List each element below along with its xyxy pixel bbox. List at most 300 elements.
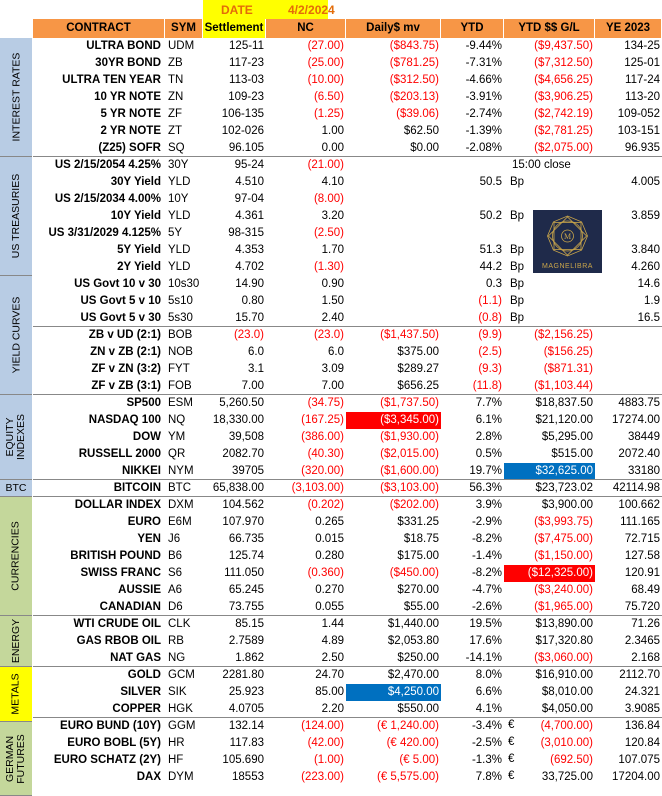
daily-mv-cell[interactable]: $250.00 — [397, 652, 439, 664]
daily-mv-cell[interactable]: (€ 5,575.00) — [376, 771, 439, 783]
ytd-cell[interactable]: (0.8) — [478, 312, 502, 324]
net-change-cell[interactable]: 0.265 — [315, 516, 344, 528]
symbol-cell[interactable]: GCM — [168, 669, 195, 681]
ye-2023-cell[interactable]: 113-20 — [625, 91, 660, 103]
daily-mv-cell[interactable]: ($450.00) — [389, 567, 439, 579]
daily-mv-cell[interactable]: ($1,600.00) — [380, 465, 439, 477]
table-row[interactable] — [33, 735, 662, 752]
ye-2023-cell[interactable]: 14.6 — [637, 278, 660, 290]
symbol-cell[interactable]: RB — [168, 635, 184, 647]
contract-name-cell[interactable]: SILVER — [120, 686, 161, 698]
settlement-cell[interactable]: 113-03 — [229, 74, 264, 86]
contract-name-cell[interactable]: EURO BOBL (5Y) — [67, 737, 161, 749]
net-change-cell[interactable]: (167.25) — [301, 414, 344, 426]
settlement-cell[interactable]: 107.970 — [222, 516, 264, 528]
contract-name-cell[interactable]: SP500 — [126, 397, 161, 409]
ytd-cell[interactable]: (11.8) — [472, 380, 502, 392]
daily-mv-cell[interactable]: ($39.06) — [396, 108, 439, 120]
ytd-gl-cell[interactable]: ($2,781.25) — [534, 125, 593, 137]
contract-name-cell[interactable]: BITCOIN — [113, 482, 161, 494]
symbol-cell[interactable]: UDM — [168, 40, 195, 52]
contract-name-cell[interactable]: (Z25) SOFR — [98, 142, 161, 154]
ytd-gl-cell[interactable]: Bp — [510, 261, 525, 273]
daily-mv-cell[interactable]: (€ 1,240.00) — [376, 720, 439, 732]
settlement-cell[interactable]: 4.510 — [235, 176, 264, 188]
ye-2023-cell[interactable]: 134-25 — [624, 40, 660, 52]
symbol-cell[interactable]: 5s10 — [168, 295, 193, 307]
ytd-gl-cell[interactable]: 33,725.00 — [541, 771, 593, 783]
ytd-gl-cell[interactable]: Bp — [510, 176, 525, 188]
table-row[interactable] — [33, 616, 662, 633]
net-change-cell[interactable]: 1.00 — [321, 125, 344, 137]
ytd-gl-cell[interactable]: ($2,075.00) — [534, 142, 593, 154]
ytd-cell[interactable]: -2.08% — [465, 142, 502, 154]
daily-mv-cell[interactable]: $2,053.80 — [387, 635, 439, 647]
daily-mv-cell[interactable]: ($3,103.00) — [380, 482, 439, 494]
ytd-gl-cell[interactable]: $3,900.00 — [541, 499, 593, 511]
table-row[interactable] — [33, 599, 662, 616]
daily-mv-cell[interactable]: ($312.50) — [389, 74, 439, 86]
table-row[interactable] — [33, 55, 662, 72]
ytd-gl-cell[interactable]: ($4,656.25) — [534, 74, 593, 86]
ytd-gl-cell[interactable]: Bp — [510, 312, 525, 324]
ye-2023-cell[interactable] — [595, 344, 662, 361]
net-change-cell[interactable]: 0.90 — [321, 278, 344, 290]
ytd-cell[interactable]: 2.8% — [475, 431, 502, 443]
symbol-cell[interactable]: 5s30 — [168, 312, 193, 324]
ytd-cell[interactable]: -3.4% — [471, 720, 502, 732]
ye-2023-cell[interactable]: 107.075 — [618, 754, 660, 766]
ye-2023-cell[interactable]: 100.662 — [618, 499, 660, 511]
ytd-cell[interactable]: (2.5) — [478, 346, 502, 358]
net-change-cell[interactable]: (21.00) — [307, 159, 344, 171]
ytd-gl-cell[interactable]: $13,890.00 — [535, 618, 593, 630]
symbol-cell[interactable]: YLD — [168, 261, 191, 273]
net-change-cell[interactable]: 2.20 — [321, 703, 344, 715]
net-change-cell[interactable]: 4.10 — [321, 176, 344, 188]
daily-mv-cell[interactable]: $270.00 — [397, 584, 439, 596]
ytd-gl-cell[interactable]: 15:00 close — [512, 159, 571, 171]
daily-mv-cell[interactable]: $656.25 — [397, 380, 439, 392]
ytd-cell[interactable]: -4.66% — [465, 74, 502, 86]
col-contract[interactable]: CONTRACT — [33, 19, 165, 38]
ytd-cell[interactable]: -2.6% — [471, 601, 502, 613]
net-change-cell[interactable]: (0.202) — [307, 499, 344, 511]
settlement-cell[interactable]: 1.862 — [235, 652, 264, 664]
contract-name-cell[interactable]: 30YR BOND — [95, 57, 161, 69]
ytd-gl-cell[interactable]: ($871.31) — [543, 363, 593, 375]
ye-2023-cell[interactable]: 16.5 — [637, 312, 660, 324]
table-row[interactable] — [33, 497, 662, 514]
ytd-cell[interactable]: -2.74% — [465, 108, 502, 120]
symbol-cell[interactable]: FYT — [168, 363, 190, 375]
ytd-cell[interactable]: -14.1% — [465, 652, 502, 664]
ytd-gl-cell[interactable]: ($2,156.25) — [534, 329, 593, 341]
symbol-cell[interactable]: S6 — [168, 567, 183, 579]
settlement-cell[interactable]: 3.1 — [248, 363, 264, 375]
symbol-cell[interactable]: SQ — [168, 142, 185, 154]
ye-2023-cell[interactable]: 111.165 — [620, 516, 660, 528]
daily-mv-cell[interactable] — [346, 191, 441, 208]
daily-mv-cell[interactable]: $0.00 — [410, 142, 439, 154]
table-row[interactable] — [33, 361, 662, 378]
contract-name-cell[interactable]: 5Y Yield — [117, 244, 161, 256]
ye-2023-cell[interactable] — [595, 327, 662, 344]
symbol-cell[interactable]: D6 — [168, 601, 183, 613]
ytd-cell[interactable]: -2.9% — [471, 516, 502, 528]
table-row[interactable] — [33, 667, 662, 684]
daily-mv-cell[interactable] — [346, 310, 441, 327]
ye-2023-cell[interactable]: 38449 — [628, 431, 660, 443]
settlement-cell[interactable]: 117-23 — [229, 57, 264, 69]
contract-name-cell[interactable]: US Govt 10 v 30 — [74, 278, 161, 290]
table-row[interactable] — [33, 174, 662, 191]
net-change-cell[interactable]: 0.270 — [315, 584, 344, 596]
symbol-cell[interactable]: BTC — [168, 482, 191, 494]
contract-name-cell[interactable]: SWISS FRANC — [80, 567, 161, 579]
settlement-cell[interactable]: 132.14 — [228, 720, 264, 732]
settlement-cell[interactable]: 18,330.00 — [212, 414, 264, 426]
daily-mv-cell[interactable]: $18.75 — [403, 533, 439, 545]
table-row[interactable] — [33, 650, 662, 667]
contract-name-cell[interactable]: ZF v ZB (3:1) — [91, 380, 161, 392]
symbol-cell[interactable]: HR — [168, 737, 185, 749]
ye-2023-cell[interactable]: 125-01 — [624, 57, 660, 69]
col-ytd-gl[interactable]: YTD $$ G/L — [504, 19, 595, 38]
symbol-cell[interactable]: NQ — [168, 414, 186, 426]
table-row[interactable] — [33, 38, 662, 55]
ye-2023-cell[interactable]: 4.260 — [631, 261, 660, 273]
ye-2023-cell[interactable] — [595, 378, 662, 395]
table-row[interactable] — [33, 429, 662, 446]
net-change-cell[interactable]: (1.30) — [313, 261, 344, 273]
ytd-cell[interactable] — [441, 157, 504, 174]
ye-2023-cell[interactable]: 24.321 — [624, 686, 660, 698]
symbol-cell[interactable]: B6 — [168, 550, 183, 562]
ye-2023-cell[interactable]: 109-052 — [617, 108, 660, 120]
net-change-cell[interactable]: (34.75) — [307, 397, 344, 409]
ytd-cell[interactable]: -8.2% — [471, 567, 502, 579]
daily-mv-cell[interactable]: ($202.00) — [389, 499, 439, 511]
contract-name-cell[interactable]: 30Y Yield — [110, 176, 161, 188]
ye-2023-cell[interactable]: 4883.75 — [618, 397, 660, 409]
table-row[interactable] — [33, 293, 662, 310]
contract-name-cell[interactable]: CANADIAN — [99, 601, 161, 613]
ye-2023-cell[interactable]: 2.3465 — [624, 635, 660, 647]
net-change-cell[interactable]: (6.50) — [313, 91, 344, 103]
symbol-cell[interactable]: E6M — [168, 516, 192, 528]
symbol-cell[interactable]: YLD — [168, 176, 191, 188]
ytd-cell[interactable]: (9.9) — [478, 329, 502, 341]
daily-mv-cell[interactable] — [346, 225, 441, 242]
symbol-cell[interactable]: NYM — [168, 465, 194, 477]
ytd-cell[interactable]: (9.3) — [478, 363, 502, 375]
table-row[interactable] — [33, 327, 662, 344]
symbol-cell[interactable]: GGM — [168, 720, 196, 732]
ytd-cell[interactable]: -9.44% — [465, 40, 502, 52]
table-row[interactable] — [33, 514, 662, 531]
contract-name-cell[interactable]: GOLD — [127, 669, 161, 681]
table-row[interactable] — [33, 310, 662, 327]
symbol-cell[interactable]: DXM — [168, 499, 194, 511]
contract-name-cell[interactable]: DAX — [136, 771, 161, 783]
net-change-cell[interactable]: (0.360) — [307, 567, 344, 579]
ytd-gl-cell[interactable]: $5,295.00 — [541, 431, 593, 443]
symbol-cell[interactable]: ESM — [168, 397, 193, 409]
contract-name-cell[interactable]: DOLLAR INDEX — [74, 499, 161, 511]
daily-mv-cell[interactable]: $375.00 — [397, 346, 439, 358]
ytd-cell[interactable]: -7.31% — [465, 57, 502, 69]
ytd-cell[interactable]: 3.9% — [475, 499, 502, 511]
symbol-cell[interactable]: FOB — [168, 380, 192, 392]
daily-mv-cell[interactable]: ($781.25) — [389, 57, 439, 69]
net-change-cell[interactable]: 2.40 — [321, 312, 344, 324]
ytd-gl-cell[interactable]: ($3,240.00) — [534, 584, 593, 596]
symbol-cell[interactable]: SIK — [168, 686, 187, 698]
daily-mv-cell[interactable]: $62.50 — [403, 125, 439, 137]
settlement-cell[interactable]: 6.0 — [248, 346, 264, 358]
settlement-cell[interactable]: 2082.70 — [222, 448, 264, 460]
settlement-cell[interactable]: 4.702 — [235, 261, 264, 273]
table-row[interactable] — [33, 565, 662, 582]
daily-mv-cell[interactable]: $2,470.00 — [387, 669, 439, 681]
contract-name-cell[interactable]: COPPER — [112, 703, 161, 715]
daily-mv-cell[interactable]: ($2,015.00) — [380, 448, 439, 460]
symbol-cell[interactable]: ZF — [168, 108, 183, 120]
symbol-cell[interactable]: CLK — [168, 618, 191, 630]
table-row[interactable] — [33, 752, 662, 769]
symbol-cell[interactable]: QR — [168, 448, 186, 460]
ye-2023-cell[interactable]: 2.168 — [631, 652, 660, 664]
ye-2023-cell[interactable]: 4.005 — [631, 176, 660, 188]
contract-name-cell[interactable]: NIKKEI — [122, 465, 161, 477]
contract-name-cell[interactable]: 10Y Yield — [110, 210, 161, 222]
net-change-cell[interactable]: (27.00) — [307, 40, 344, 52]
ye-2023-cell[interactable]: 17274.00 — [612, 414, 660, 426]
ytd-cell[interactable]: 44.2 — [479, 261, 502, 273]
symbol-cell[interactable]: 5Y — [168, 227, 183, 239]
ye-2023-cell[interactable]: 71.26 — [631, 618, 660, 630]
table-row[interactable] — [33, 395, 662, 412]
ytd-gl-cell[interactable]: $8,010.00 — [541, 686, 593, 698]
ye-2023-cell[interactable]: 33180 — [628, 465, 660, 477]
ytd-gl-cell[interactable]: ($2,742.19) — [534, 108, 593, 120]
net-change-cell[interactable]: 6.0 — [328, 346, 344, 358]
contract-name-cell[interactable]: RUSSELL 2000 — [78, 448, 161, 460]
ytd-gl-cell[interactable]: Bp — [510, 278, 525, 290]
ytd-gl-cell[interactable]: $21,120.00 — [535, 414, 593, 426]
col-settlement[interactable]: Settlement — [203, 19, 266, 38]
net-change-cell[interactable]: 24.70 — [315, 669, 344, 681]
settlement-cell[interactable]: 2.7589 — [228, 635, 264, 647]
ytd-cell[interactable]: 7.8% — [475, 771, 502, 783]
settlement-cell[interactable]: 0.80 — [241, 295, 264, 307]
ytd-cell[interactable]: -1.3% — [471, 754, 502, 766]
contract-name-cell[interactable]: US Govt 5 v 30 — [80, 312, 161, 324]
contract-name-cell[interactable]: US 3/31/2029 4.125% — [48, 227, 161, 239]
ytd-gl-cell[interactable]: ($156.25) — [543, 346, 593, 358]
daily-mv-cell[interactable]: ($203.13) — [389, 91, 439, 103]
settlement-cell[interactable]: 109-23 — [228, 91, 264, 103]
ytd-cell[interactable]: -1.39% — [465, 125, 502, 137]
ytd-gl-cell[interactable]: ($1,965.00) — [534, 601, 593, 613]
ytd-gl-cell[interactable]: ($1,150.00) — [534, 550, 593, 562]
ytd-cell[interactable]: 0.3 — [486, 278, 502, 290]
table-row[interactable] — [33, 72, 662, 89]
settlement-cell[interactable]: 85.15 — [235, 618, 264, 630]
table-row[interactable] — [33, 769, 662, 786]
settlement-cell[interactable]: 25.923 — [228, 686, 264, 698]
ye-2023-cell[interactable]: 120.91 — [624, 567, 660, 579]
ytd-cell[interactable]: 19.5% — [469, 618, 502, 630]
ytd-cell[interactable]: 4.1% — [475, 703, 502, 715]
ytd-cell[interactable]: 50.2 — [479, 210, 502, 222]
settlement-cell[interactable]: 65.245 — [228, 584, 264, 596]
net-change-cell[interactable]: (42.00) — [307, 737, 344, 749]
settlement-cell[interactable]: 111.050 — [224, 567, 264, 579]
contract-name-cell[interactable]: EURO BUND (10Y) — [60, 720, 161, 732]
table-row[interactable] — [33, 701, 662, 718]
ytd-cell[interactable]: 8.0% — [475, 669, 502, 681]
ytd-gl-cell[interactable]: ($9,437.50) — [534, 40, 593, 52]
net-change-cell[interactable]: 0.00 — [321, 142, 344, 154]
net-change-cell[interactable]: 1.50 — [321, 295, 344, 307]
settlement-cell[interactable]: 4.361 — [235, 210, 264, 222]
ytd-gl-cell[interactable]: ($7,475.00) — [534, 533, 593, 545]
net-change-cell[interactable]: (124.00) — [301, 720, 344, 732]
net-change-cell[interactable]: 0.055 — [315, 601, 344, 613]
settlement-cell[interactable]: 106-135 — [221, 108, 264, 120]
symbol-cell[interactable]: NOB — [168, 346, 193, 358]
net-change-cell[interactable]: (10.00) — [307, 74, 344, 86]
daily-mv-cell[interactable] — [346, 293, 441, 310]
daily-mv-cell[interactable]: (€ 420.00) — [386, 737, 439, 749]
ye-2023-cell[interactable]: 75.720 — [624, 601, 660, 613]
ytd-gl-cell[interactable]: ($3,060.00) — [534, 652, 593, 664]
ytd-gl-cell[interactable]: $4,050.00 — [541, 703, 593, 715]
contract-name-cell[interactable]: US 2/15/2054 4.25% — [54, 159, 161, 171]
daily-mv-cell[interactable]: $331.25 — [397, 516, 439, 528]
settlement-cell[interactable]: 4.353 — [235, 244, 264, 256]
contract-name-cell[interactable]: ZB v UD (2:1) — [88, 329, 161, 341]
contract-name-cell[interactable]: DOW — [132, 431, 161, 443]
settlement-cell[interactable]: 5,260.50 — [219, 397, 264, 409]
symbol-cell[interactable]: 10Y — [168, 193, 189, 205]
net-change-cell[interactable]: (8.00) — [313, 193, 344, 205]
ye-2023-cell[interactable]: 68.49 — [631, 584, 660, 596]
col-ytd[interactable]: YTD — [441, 19, 504, 38]
table-row[interactable] — [33, 463, 662, 480]
table-row[interactable] — [33, 582, 662, 599]
daily-mv-cell[interactable]: $550.00 — [397, 703, 439, 715]
ytd-gl-cell[interactable]: (4,700.00) — [540, 720, 593, 732]
ye-2023-cell[interactable]: 3.840 — [631, 244, 660, 256]
net-change-cell[interactable]: (3,103.00) — [291, 482, 344, 494]
contract-name-cell[interactable]: 5 YR NOTE — [100, 108, 161, 120]
daily-mv-cell[interactable]: $175.00 — [397, 550, 439, 562]
settlement-cell[interactable]: 125.74 — [228, 550, 264, 562]
table-row[interactable] — [33, 531, 662, 548]
settlement-cell[interactable]: 39,508 — [228, 431, 264, 443]
net-change-cell[interactable]: 7.00 — [321, 380, 344, 392]
col-sym[interactable]: SYM — [165, 19, 203, 38]
ytd-cell[interactable]: -4.7% — [471, 584, 502, 596]
ytd-gl-cell[interactable]: ($12,325.00) — [504, 565, 595, 582]
symbol-cell[interactable]: YLD — [168, 210, 191, 222]
ytd-gl-cell[interactable]: $16,910.00 — [535, 669, 593, 681]
ytd-gl-cell[interactable]: $17,320.80 — [535, 635, 593, 647]
net-change-cell[interactable]: (320.00) — [301, 465, 344, 477]
ye-2023-cell[interactable]: 72.715 — [624, 533, 660, 545]
table-row[interactable] — [33, 446, 662, 463]
ye-2023-cell[interactable]: 2112.70 — [619, 669, 660, 681]
ytd-cell[interactable]: 19.7% — [469, 465, 502, 477]
contract-name-cell[interactable]: ULTRA BOND — [86, 40, 161, 52]
ye-2023-cell[interactable]: 127.58 — [624, 550, 660, 562]
ytd-cell[interactable]: -3.91% — [465, 91, 502, 103]
net-change-cell[interactable]: (40.30) — [307, 448, 344, 460]
settlement-cell[interactable]: (23.0) — [233, 329, 264, 341]
daily-mv-cell[interactable]: $289.27 — [397, 363, 439, 375]
symbol-cell[interactable]: DYM — [168, 771, 194, 783]
settlement-cell[interactable]: 39705 — [232, 465, 264, 477]
ytd-gl-cell[interactable]: $18,837.50 — [535, 397, 593, 409]
ye-2023-cell[interactable]: 42114.98 — [612, 482, 660, 494]
contract-name-cell[interactable]: AUSSIE — [118, 584, 161, 596]
ye-2023-cell[interactable]: 17204.00 — [612, 771, 660, 783]
contract-name-cell[interactable]: EURO — [127, 516, 161, 528]
ytd-gl-cell[interactable]: ($3,993.75) — [534, 516, 593, 528]
ytd-cell[interactable]: 51.3 — [479, 244, 502, 256]
symbol-cell[interactable]: HGK — [168, 703, 193, 715]
ytd-gl-cell[interactable]: $32,625.00 — [504, 463, 595, 480]
settlement-cell[interactable]: 7.00 — [241, 380, 264, 392]
ytd-cell[interactable]: 50.5 — [479, 176, 502, 188]
table-row[interactable] — [33, 718, 662, 735]
ye-2023-cell[interactable] — [595, 157, 662, 174]
net-change-cell[interactable]: 3.09 — [321, 363, 344, 375]
settlement-cell[interactable]: 4.0705 — [228, 703, 264, 715]
ytd-gl-cell[interactable]: Bp — [510, 210, 525, 222]
daily-mv-cell[interactable]: ($3,345.00) — [346, 412, 441, 429]
ytd-cell[interactable]: 6.6% — [475, 686, 502, 698]
symbol-cell[interactable]: BOB — [168, 329, 193, 341]
symbol-cell[interactable]: YM — [168, 431, 186, 443]
net-change-cell[interactable]: (25.00) — [307, 57, 344, 69]
ytd-gl-cell[interactable]: Bp — [510, 295, 525, 307]
date-value[interactable]: 4/2/2024 — [288, 3, 335, 17]
table-row[interactable] — [33, 123, 662, 140]
symbol-cell[interactable]: ZT — [168, 125, 183, 137]
contract-name-cell[interactable]: BRITISH POUND — [70, 550, 161, 562]
net-change-cell[interactable]: (1.25) — [313, 108, 344, 120]
table-row[interactable] — [33, 157, 662, 174]
settlement-cell[interactable]: 96.105 — [228, 142, 264, 154]
table-row[interactable] — [33, 633, 662, 650]
net-change-cell[interactable]: 3.20 — [321, 210, 344, 222]
symbol-cell[interactable]: ZN — [168, 91, 184, 103]
contract-name-cell[interactable]: ULTRA TEN YEAR — [62, 74, 161, 86]
contract-name-cell[interactable]: ZN v ZB (2:1) — [90, 346, 161, 358]
contract-name-cell[interactable]: EURO SCHATZ (2Y) — [53, 754, 161, 766]
ye-2023-cell[interactable]: 120.84 — [624, 737, 660, 749]
symbol-cell[interactable]: A6 — [168, 584, 183, 596]
daily-mv-cell[interactable]: ($1,930.00) — [380, 431, 439, 443]
ytd-cell[interactable]: (1.1) — [478, 295, 502, 307]
daily-mv-cell[interactable]: $1,440.00 — [387, 618, 439, 630]
table-row[interactable] — [33, 548, 662, 565]
daily-mv-cell[interactable]: $55.00 — [403, 601, 439, 613]
